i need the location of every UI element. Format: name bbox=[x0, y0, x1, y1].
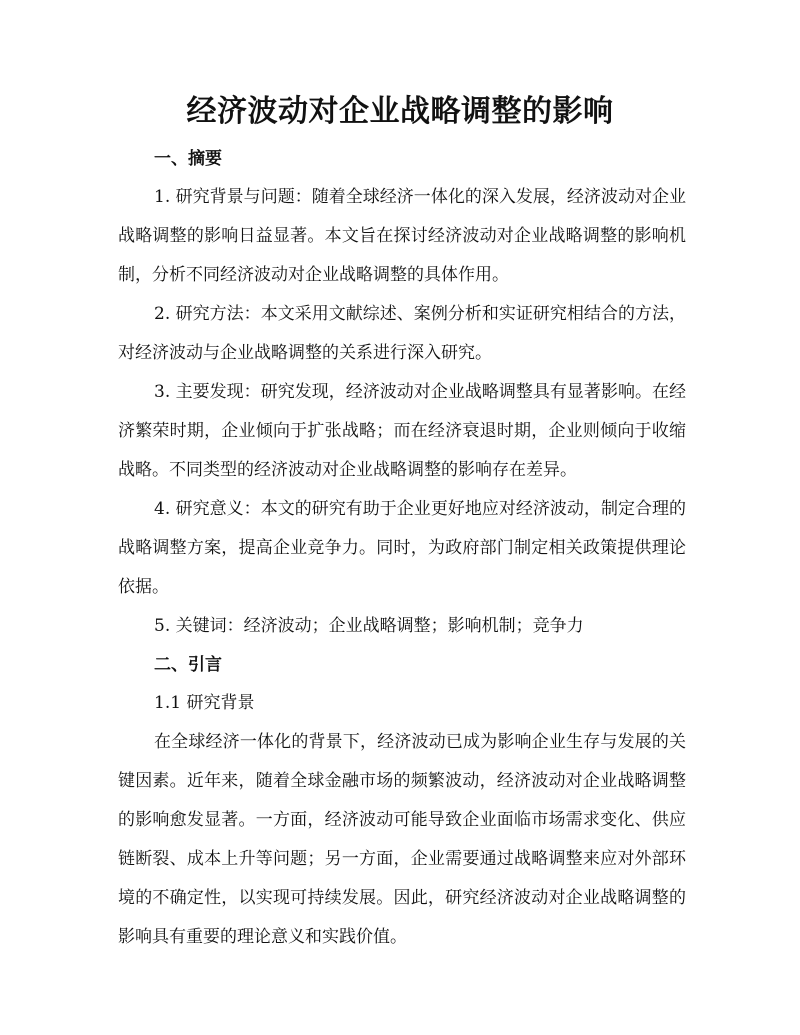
abstract-item-background: 1. 研究背景与问题：随着全球经济一体化的深入发展，经济波动对企业战略调整的影响日益显著。本文旨在探讨经济波动对企业战略调整的影响机制，分析不同经济波动对企业战略调整的具体作用。 bbox=[118, 187, 686, 285]
abstract-item-significance: 4. 研究意义：本文的研究有助于企业更好地应对经济波动，制定合理的战略调整方案，提高企业竞争力。同时，为政府部门制定相关政策提供理论依据。 bbox=[118, 499, 686, 597]
section-heading-abstract: 一、摘要 bbox=[154, 149, 222, 169]
document-body bbox=[118, 140, 686, 957]
abstract-item-keywords: 5. 关键词：经济波动；企业战略调整；影响机制；竞争力 bbox=[154, 616, 584, 636]
section-heading-introduction: 二、引言 bbox=[154, 655, 222, 675]
subsection-heading-background: 1.1 研究背景 bbox=[154, 693, 255, 713]
abstract-item-findings: 3. 主要发现：研究发现，经济波动对企业战略调整具有显著影响。在经济繁荣时期，企业倾向于扩张战略；而在经济衰退时期，企业则倾向于收缩战略。不同类型的经济波动对企业战略调整的影响存在差异。 bbox=[118, 382, 686, 480]
introduction-paragraph: 在全球经济一体化的背景下，经济波动已成为影响企业生存与发展的关键因素。近年来，随着全球金融市场的频繁波动，经济波动对企业战略调整的影响愈发显著。一方面，经济波动可能导致企业面临市场需求变化、供应链断裂、成本上升等问题；另一方面，企业需要通过战略调整来应对外部环境的不确定性，以实现可持续发展。因此，研究经济波动对企业战略调整的影响具有重要的理论意义和实践价值。 bbox=[118, 732, 686, 947]
abstract-item-method: 2. 研究方法：本文采用文献综述、案例分析和实证研究相结合的方法，对经济波动与企业战略调整的关系进行深入研究。 bbox=[118, 304, 686, 363]
document-title: 经济波动对企业战略调整的影响 bbox=[186, 94, 614, 129]
